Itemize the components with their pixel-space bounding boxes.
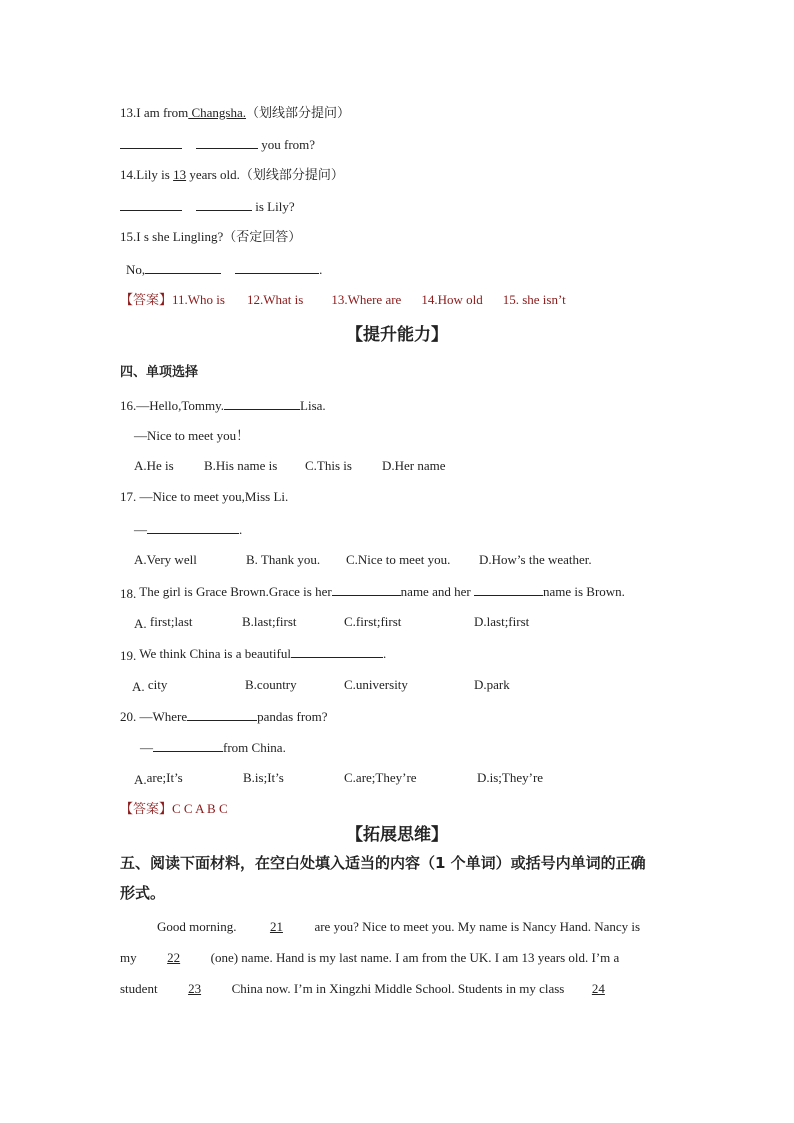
blank: [145, 260, 221, 274]
section-heading-expand: 【拓展思维】: [346, 825, 448, 845]
answer-key-1: [120, 291, 566, 309]
q14-answer-line: [120, 197, 295, 216]
option-text: city: [144, 677, 168, 692]
q14-underlined: 13: [173, 167, 187, 182]
section-5-title: [120, 848, 680, 908]
q18-mid: name and her: [400, 584, 474, 599]
q16-stem-end: Lisa.: [300, 398, 326, 413]
q14-tail: is Lily?: [252, 199, 295, 214]
option-b[interactable]: B.last;first: [242, 614, 297, 629]
blank: [147, 520, 239, 534]
blank-22[interactable]: 22: [167, 950, 181, 965]
answer-key-2: [120, 800, 228, 818]
q19-end: .: [382, 646, 387, 661]
option-letter: A.: [134, 552, 147, 567]
option-a[interactable]: [134, 613, 193, 631]
question-15: [120, 228, 301, 246]
option-c[interactable]: C.first;first: [344, 614, 402, 629]
blank: [224, 396, 300, 410]
q13-underlined: Changsha.: [188, 105, 247, 120]
option-d[interactable]: D.last;first: [474, 614, 530, 629]
blank: [196, 197, 252, 211]
passage-line-1: [120, 918, 674, 936]
blank: [120, 197, 182, 211]
q17-end: .: [239, 522, 243, 537]
answer-label: 【答案】: [120, 801, 173, 816]
q18-end: name is Brown.: [542, 584, 625, 599]
q20-dash: —: [140, 740, 153, 755]
option-c[interactable]: C.Nice to meet you.: [346, 552, 451, 567]
q15-text: 15.I s she Lingling?: [120, 229, 224, 244]
blank: [332, 582, 401, 596]
option-c[interactable]: C.This is: [305, 458, 352, 473]
option-text: Very well: [146, 552, 197, 567]
answer-item: 13.Where are: [331, 292, 402, 307]
answer-item: 15. she isn’t: [502, 292, 566, 307]
q15-note: （否定回答）: [223, 229, 302, 244]
option-letter: A.: [134, 772, 147, 787]
section-5-line-1: 五、阅读下面材料，在空白处填入适当的内容（1 个单词）或括号内单词的正确: [120, 854, 646, 872]
blank: [474, 582, 543, 596]
blank-24[interactable]: 24: [591, 981, 605, 996]
option-text: first;last: [146, 614, 193, 629]
option-b[interactable]: B. Thank you.: [246, 552, 321, 567]
answer-text: C C A B C: [172, 801, 228, 816]
blank: [196, 135, 258, 149]
q13-prefix: 13.I am from: [120, 105, 189, 120]
option-a[interactable]: A.He is: [134, 458, 174, 473]
option-d[interactable]: D.park: [474, 677, 510, 692]
blank-23[interactable]: 23: [188, 981, 202, 996]
passage-line-2: [120, 949, 674, 967]
option-a[interactable]: [134, 551, 197, 569]
option-letter: A.: [134, 616, 147, 631]
q13-note: （划线部分提问）: [246, 105, 351, 120]
blank: [235, 260, 319, 274]
option-d[interactable]: D.is;They’re: [477, 770, 544, 785]
q13-tail: you from?: [258, 137, 316, 152]
question-16: [120, 396, 326, 415]
q16-reply: —Nice to meet you！: [134, 428, 250, 443]
blank-21[interactable]: 21: [269, 919, 283, 934]
q20-reply-end: from China.: [223, 740, 286, 755]
passage-text: (one) name. Hand is my last name. I am from the UK. I am 13 years old. I’m a: [210, 950, 620, 965]
section-heading-improve: 【提升能力】: [346, 325, 448, 345]
q20-reply: [140, 738, 286, 757]
blank: [187, 707, 257, 721]
option-d[interactable]: D.Her name: [382, 458, 446, 473]
q19-stem: We think China is a beautiful: [136, 646, 291, 661]
q14-note: （划线部分提问）: [239, 167, 344, 182]
passage-text: student: [120, 981, 158, 996]
option-text: are;It’s: [146, 770, 183, 785]
q18-stem: The girl is Grace Brown.Grace is her: [136, 584, 332, 599]
answer-item: 14.How old: [421, 292, 483, 307]
q17-dash: —: [134, 522, 147, 537]
option-c[interactable]: C.are;They’re: [344, 770, 417, 785]
answer-item: 11.Who is: [172, 292, 225, 307]
option-letter: A.: [132, 679, 145, 694]
question-18: [120, 582, 625, 601]
section-4-title: 四、单项选择: [120, 365, 199, 380]
blank: [120, 135, 182, 149]
section-5-line-2: 形式。: [120, 884, 166, 902]
option-b[interactable]: B.is;It’s: [243, 770, 284, 785]
passage-text: my: [120, 950, 137, 965]
q16-stem: 16.—Hello,Tommy.: [120, 398, 225, 413]
passage-text: Good morning.: [157, 919, 237, 934]
q14-suffix: years old.: [186, 167, 240, 182]
q20-stem: 20. —Where: [120, 709, 188, 724]
q17-reply: [134, 520, 242, 539]
answer-item: 12.What is: [246, 292, 304, 307]
passage-text: are you? Nice to meet you. My name is Nancy Hand. Nancy is: [314, 919, 641, 934]
question-19: [120, 644, 386, 663]
option-c[interactable]: C.university: [344, 677, 408, 692]
option-b[interactable]: B.His name is: [204, 458, 278, 473]
option-b[interactable]: B.country: [245, 677, 297, 692]
q15-answer-line: [126, 260, 322, 279]
question-13: [120, 104, 350, 122]
passage-line-3: [120, 980, 674, 998]
passage-text: China now. I’m in Xingzhi Middle School. Students in my class: [231, 981, 565, 996]
q19-num: 19.: [120, 648, 137, 663]
blank: [291, 644, 383, 658]
q20-stem-end: pandas from?: [257, 709, 328, 724]
answer-label: 【答案】: [120, 292, 173, 307]
q13-answer-line: [120, 135, 315, 154]
blank: [153, 738, 223, 752]
q18-num: 18.: [120, 586, 137, 601]
option-a[interactable]: [132, 676, 167, 694]
question-14: [120, 166, 344, 184]
question-20: [120, 707, 328, 726]
q15-end: .: [319, 262, 323, 277]
option-d[interactable]: D.How’s the weather.: [479, 552, 592, 567]
question-17: 17. —Nice to meet you,Miss Li.: [120, 489, 289, 504]
q14-prefix: 14.Lily is: [120, 167, 174, 182]
q15-answer-prefix: No,: [126, 262, 146, 277]
option-a[interactable]: [134, 769, 183, 787]
